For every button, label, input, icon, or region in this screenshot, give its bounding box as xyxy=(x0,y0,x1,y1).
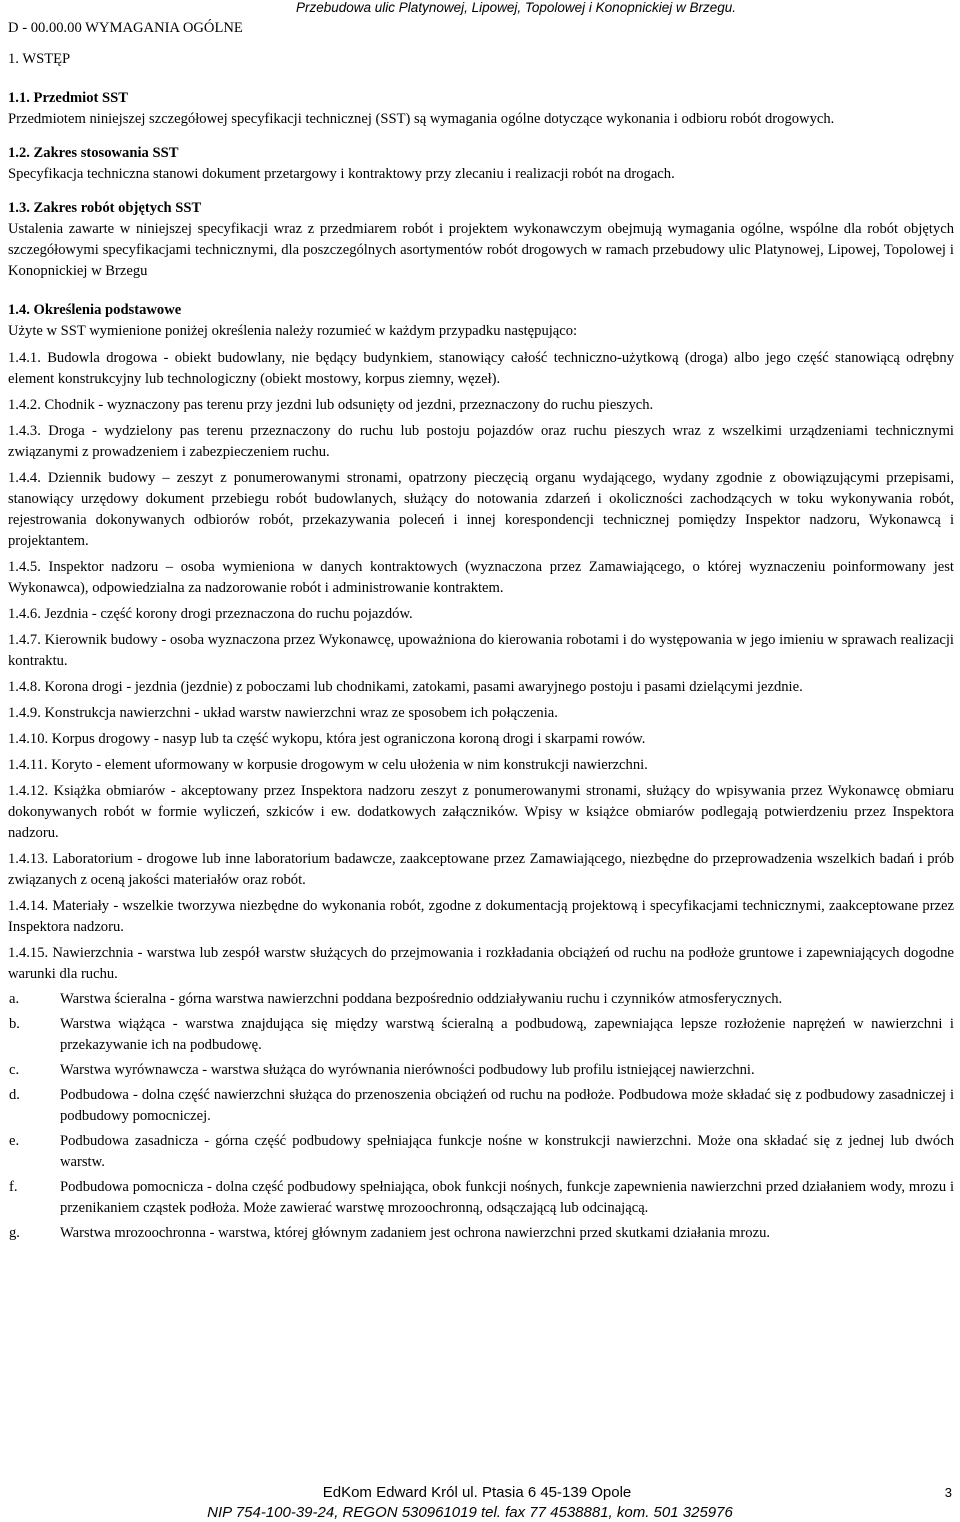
definition-number: 1.4.10. xyxy=(8,731,49,747)
definition-number: 1.4.8. xyxy=(8,679,41,695)
page-number: 3 xyxy=(944,1485,952,1500)
definition-text: Budowla drogowa - obiekt budowlany, nie będący budynkiem, stanowiący całość techniczno-użytkową (droga) albo jego część stanowiącą odrębny element konstrukcyjny lub technologiczny (obiekt mostowy, korpus ziemny, węzeł). xyxy=(8,350,954,387)
heading-1-1: 1.1. Przedmiot SST xyxy=(8,90,128,106)
list-text: Podbudowa - dolna część nawierzchni służąca do przenoszenia obciążeń od ruchu na podłoże. Podbudowa może składać się z podbudowy zasadniczej i podbudowy pomocniczej. xyxy=(60,1087,954,1124)
list-text: Warstwa wyrównawcza - warstwa służąca do wyrównania nierówności podbudowy lub profilu istniejącej nawierzchni. xyxy=(60,1062,755,1078)
paragraph-1-2: Specyfikacja techniczna stanowi dokument przetargowy i kontraktowy przy zlecaniu i realizacji robót na drogach. xyxy=(8,166,675,182)
list-marker: a. xyxy=(9,991,20,1007)
list-marker: e. xyxy=(9,1133,20,1149)
definition-item xyxy=(8,468,954,552)
definition-item xyxy=(8,729,954,750)
footer-company: EdKom Edward Król ul. Ptasia 6 45-139 Opole xyxy=(322,1484,632,1501)
definition-number: 1.4.9. xyxy=(8,705,41,721)
paragraph-1-1: Przedmiotem niniejszej szczegółowej specyfikacji technicznej (SST) są wymagania ogólne dotyczące wykonania i odbioru robót drogowych. xyxy=(8,111,835,127)
definition-number: 1.4.4. xyxy=(8,470,41,486)
paragraph-1-3: Ustalenia zawarte w niniejszej specyfikacji wraz z przedmiarem robót i projektem wykonawczym obejmują wymagania ogólne, wspólne dla robót objętych szczegółowymi specyfikacjami technicznymi, dla poszczególnych asortymentów robót drogowych w ramach przebudowy ulic Platynowej, Lipowej, Topolowej i Konopnickiej w Brzegu xyxy=(8,221,954,279)
list-text: Podbudowa pomocnicza - dolna część podbudowy spełniająca, obok funkcji nośnych, funkcje zapewnienia nawierzchni przed działaniem wody, mrozu i przenikaniem cząstek podłoża. Może zawierać warstwę mrozoochronną, odsączającą lub odcinającą. xyxy=(60,1179,954,1216)
definition-item xyxy=(8,630,954,672)
definition-item xyxy=(8,781,954,844)
heading-1-2: 1.2. Zakres stosowania SST xyxy=(8,145,179,161)
list-text: Podbudowa zasadnicza - górna część podbudowy spełniająca funkcje nośne w konstrukcji nawierzchni. Może ona składać się z jednej lub dwóch warstw. xyxy=(60,1133,954,1170)
layers-list xyxy=(8,989,954,1244)
definition-text: Laboratorium - drogowe lub inne laboratorium badawcze, zaakceptowane przez Zamawiającego, niezbędne do przeprowadzenia wszelkich badań i prób związanych z oceną jakości materiałów oraz robót. xyxy=(8,851,954,888)
definition-text: Książka obmiarów - akceptowany przez Inspektora nadzoru zeszyt z ponumerowanymi stronami, służący do wpisywania przez Wykonawcę obmiaru dokonywanych robót w formie wyliczeń, szkiców i ew. dodatkowych załączników. Wpisy w książce obmiarów podlegają potwierdzeniu przez Inspektora nadzoru. xyxy=(8,783,954,841)
definition-item xyxy=(8,943,954,985)
definition-number: 1.4.11. xyxy=(8,757,48,773)
running-header: Przebudowa ulic Platynowej, Lipowej, Topolowej i Konopnickiej w Brzegu. xyxy=(296,0,736,15)
footer-registration: NIP 754-100-39-24, REGON 530961019 tel. fax 77 4538881, kom. 501 325976 xyxy=(207,1504,733,1521)
list-item xyxy=(9,1177,954,1219)
definition-number: 1.4.13. xyxy=(8,851,49,867)
definition-text: Chodnik - wyznaczony pas terenu przy jezdni lub odsunięty od jezdni, przeznaczony do ruchu pieszych. xyxy=(44,397,654,413)
document-body xyxy=(8,18,954,1244)
definition-item xyxy=(8,677,954,698)
list-item xyxy=(9,1014,954,1056)
section-header: D - 00.00.00 WYMAGANIA OGÓLNE xyxy=(8,20,243,36)
heading-1-3: 1.3. Zakres robót objętych SST xyxy=(8,200,202,216)
definition-text: Droga - wydzielony pas terenu przeznaczony do ruchu lub postoju pojazdów oraz ruchu pieszych wraz z wszelkimi urządzeniami technicznymi związanymi z prowadzeniem i zabezpieczeniem ruchu. xyxy=(8,423,954,460)
list-item xyxy=(9,1085,954,1127)
definition-number: 1.4.2. xyxy=(8,397,41,413)
definition-number: 1.4.14. xyxy=(8,898,49,914)
definition-number: 1.4.7. xyxy=(8,632,41,648)
definition-text: Inspektor nadzoru – osoba wymieniona w danych kontraktowych (wyznaczona przez Zamawiającego, o której wyznaczeniu poinformowany jest Wykonawca), odpowiedzialna za nadzorowanie robót i administrowanie kontraktem. xyxy=(8,559,954,596)
heading-1: 1. WSTĘP xyxy=(8,51,71,67)
definition-text: Korpus drogowy - nasyp lub ta część wykopu, która jest ograniczona koroną drogi i skarpami rowów. xyxy=(51,731,646,747)
definitions-list xyxy=(8,348,954,985)
definition-number: 1.4.15. xyxy=(8,945,49,961)
list-text: Warstwa wiążąca - warstwa znajdująca się między warstwą ścieralną a podbudową, zapewniająca lepsze rozłożenie naprężeń w nawierzchni i przekazywanie ich na podbudowę. xyxy=(60,1016,954,1053)
definition-text: Kierownik budowy - osoba wyznaczona przez Wykonawcę, upoważniona do kierowania robotami i do występowania w jego imieniu w sprawach realizacji kontraktu. xyxy=(8,632,954,669)
definition-item xyxy=(8,604,954,625)
paragraph-1-4-intro: Użyte w SST wymienione poniżej określenia należy rozumieć w każdym przypadku następująco: xyxy=(8,323,578,339)
definition-text: Konstrukcja nawierzchni - układ warstw nawierzchni wraz ze sposobem ich połączenia. xyxy=(44,705,558,721)
definition-item xyxy=(8,421,954,463)
list-marker: g. xyxy=(9,1225,20,1241)
definition-number: 1.4.5. xyxy=(8,559,41,575)
definition-item xyxy=(8,348,954,390)
list-marker: f. xyxy=(9,1179,18,1195)
definition-number: 1.4.12. xyxy=(8,783,49,799)
definition-item xyxy=(8,755,954,776)
definition-item xyxy=(8,896,954,938)
definition-item xyxy=(8,703,954,724)
definition-item xyxy=(8,557,954,599)
list-item xyxy=(9,1060,954,1081)
definition-text: Jezdnia - część korony drogi przeznaczona do ruchu pojazdów. xyxy=(44,606,413,622)
list-marker: c. xyxy=(9,1062,20,1078)
list-text: Warstwa mrozoochronna - warstwa, której głównym zadaniem jest ochrona nawierzchni przed skutkami działania mrozu. xyxy=(60,1225,771,1241)
list-item xyxy=(9,1131,954,1173)
list-text: Warstwa ścieralna - górna warstwa nawierzchni poddana bezpośrednio oddziaływaniu ruchu i czynników atmosferycznych. xyxy=(60,991,783,1007)
definition-text: Koryto - element uformowany w korpusie drogowym w celu ułożenia w nim konstrukcji nawierzchni. xyxy=(51,757,648,773)
list-item xyxy=(9,1223,954,1244)
definition-text: Korona drogi - jezdnia (jezdnie) z poboczami lub chodnikami, zatokami, pasami awaryjnego postoju i pasami dzielącymi jezdnie. xyxy=(44,679,803,695)
definition-number: 1.4.6. xyxy=(8,606,41,622)
heading-1-4: 1.4. Określenia podstawowe xyxy=(8,302,182,318)
definition-number: 1.4.3. xyxy=(8,423,41,439)
page-footer xyxy=(0,1484,960,1522)
list-marker: b. xyxy=(9,1016,20,1032)
definition-item xyxy=(8,395,954,416)
definition-number: 1.4.1. xyxy=(8,350,41,366)
list-item xyxy=(9,989,954,1010)
definition-text: Materiały - wszelkie tworzywa niezbędne do wykonania robót, zgodne z dokumentacją projektową i specyfikacjami technicznymi, zaakceptowane przez Inspektora nadzoru. xyxy=(8,898,954,935)
definition-text: Dziennik budowy – zeszyt z ponumerowanymi stronami, opatrzony pieczęcią organu wydającego, wydany zgodnie z obowiązującymi przepisami, stanowiący urzędowy dokument przebiegu robót budowlanych, służący do notowania zdarzeń i okoliczności zachodzących w toku wykonywania robót, rejestrowania dokonywanych odbiorów robót, przekazywania poleceń i innej korespondencji technicznej pomiędzy Inspektor nadzoru, Wykonawcą i projektantem. xyxy=(8,470,954,549)
definition-text: Nawierzchnia - warstwa lub zespół warstw służących do przejmowania i rozkładania obciążeń od ruchu na podłoże gruntowe i zapewniających dogodne warunki dla ruchu. xyxy=(8,945,954,982)
definition-item xyxy=(8,849,954,891)
list-marker: d. xyxy=(9,1087,20,1103)
